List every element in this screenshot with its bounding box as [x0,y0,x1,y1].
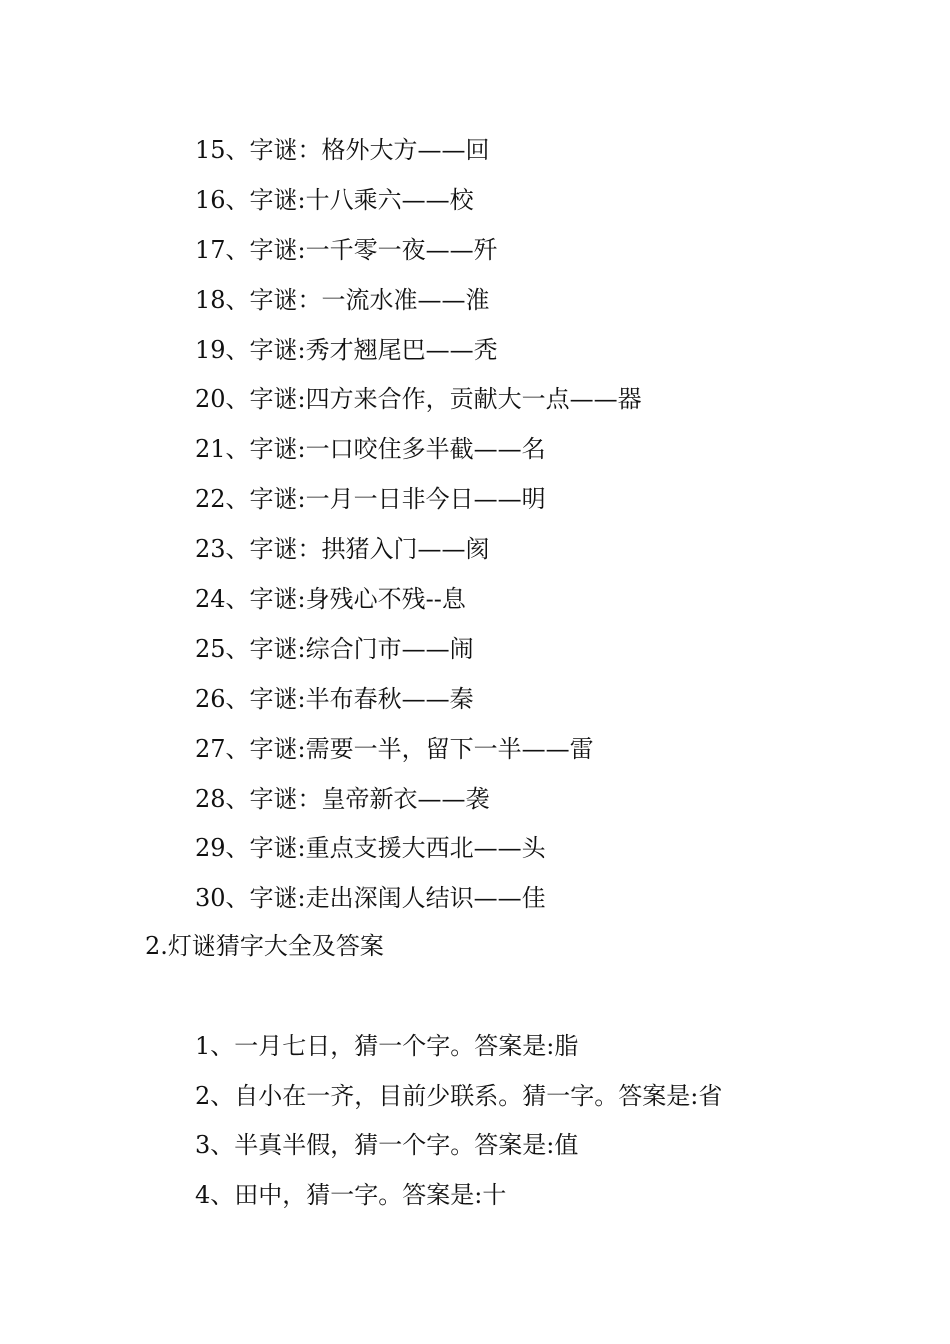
riddle-item: 23、字谜：拱猪入门——阂 [195,535,490,564]
riddle-item: 21、字谜:一口咬住多半截——名 [195,435,546,464]
riddle-item: 29、字谜:重点支援大西北——头 [195,834,546,863]
riddle-item: 27、字谜:需要一半，留下一半——雷 [195,734,594,763]
riddle-item: 28、字谜：皇帝新衣——袭 [195,784,490,813]
riddle-item: 24、字谜:身残心不残--息 [195,585,466,614]
answer-list [195,1026,722,1225]
riddle-item: 15、字谜：格外大方——回 [195,136,490,164]
riddle-item: 19、字谜:秀才翘尾巴——秃 [195,335,498,364]
riddle-item: 25、字谜:综合门市——闹 [195,634,474,663]
riddle-list [195,130,642,928]
riddle-item: 16、字谜:十八乘六——校 [195,185,474,214]
riddle-item: 18、字谜：一流水准——淮 [195,285,490,314]
answer-item: 4、田中，猜一字。答案是:十 [195,1181,507,1210]
riddle-item: 30、字谜:走出深闺人结识——佳 [195,884,546,913]
riddle-item: 17、字谜:一千零一夜——歼 [195,235,498,264]
section-heading: 2.灯谜猜字大全及答案 [145,932,384,960]
riddle-item: 22、字谜:一月一日非今日——明 [195,485,546,514]
riddle-item: 20、字谜:四方来合作，贡献大一点——器 [195,385,642,414]
riddle-item: 26、字谜:半布春秋——秦 [195,684,474,713]
answer-item: 3、半真半假，猜一个字。答案是:值 [195,1131,579,1160]
answer-item: 1、一月七日，猜一个字。答案是:脂 [195,1032,579,1060]
answer-item: 2、自小在一齐，目前少联系。猜一字。答案是:省 [195,1081,723,1110]
